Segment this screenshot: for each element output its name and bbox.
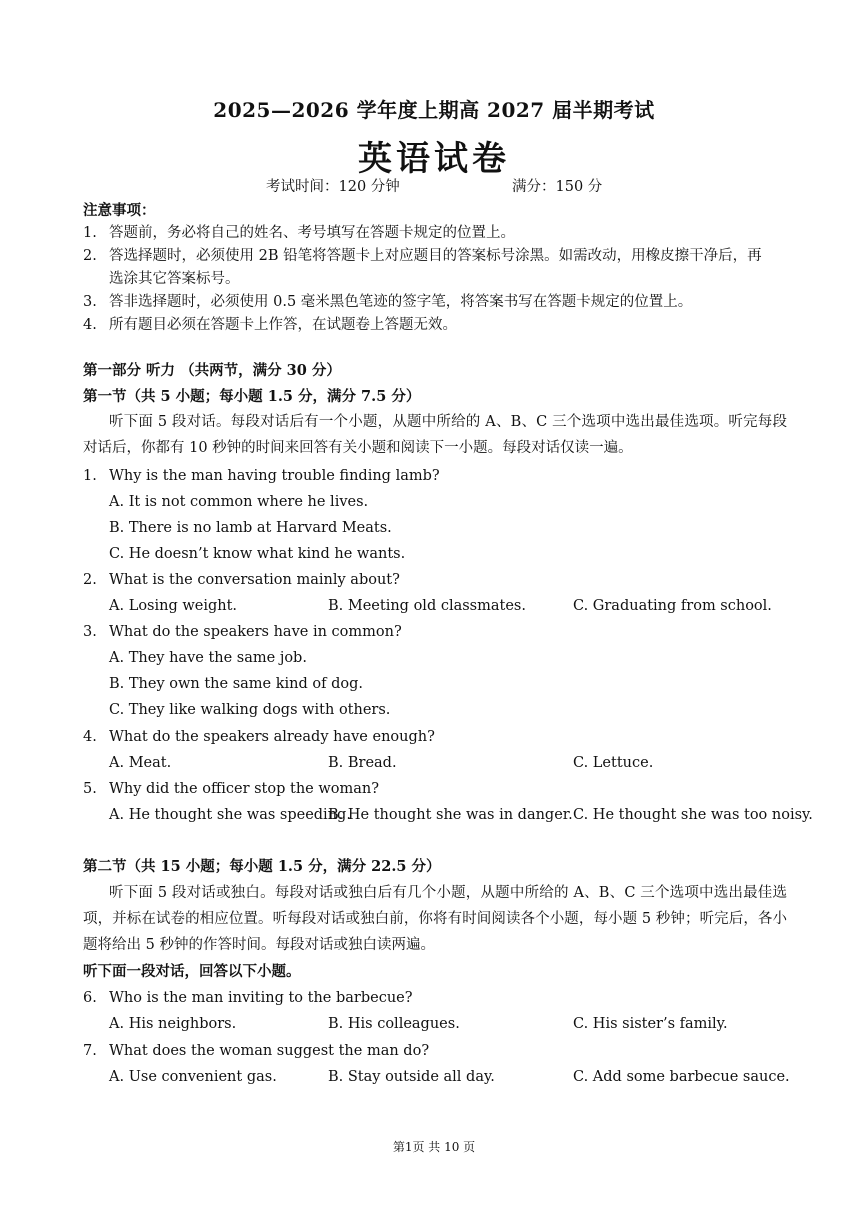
notes-heading: 注意事项： (83, 202, 156, 219)
option-c[interactable]: C. He thought she was too noisy. (573, 807, 813, 823)
question-number: 2. (83, 572, 97, 588)
question-text: What does the woman suggest the man do? (109, 1043, 430, 1059)
note-text: 答非选择题时，必须使用 0.5 毫米黑色笔迹的签字笔，将答案书写在答题卡规定的位置上。 (109, 294, 693, 310)
section-heading: 第二节（共 15 小题；每小题 1.5 分，满分 22.5 分） (83, 858, 441, 875)
note-text-continuation: 选涂其它答案标号。 (109, 271, 240, 287)
question-number: 7. (83, 1043, 97, 1059)
option-a[interactable]: A. Meat. (109, 755, 172, 771)
question-text: Why did the officer stop the woman? (109, 781, 380, 797)
option-b[interactable]: B. He thought she was in danger. (328, 807, 573, 823)
option-c[interactable]: C. Add some barbecue sauce. (573, 1069, 790, 1085)
option-a[interactable]: A. His neighbors. (109, 1016, 237, 1032)
question-number: 5. (83, 781, 97, 797)
note-text: 答选择题时，必须使用 2B 铅笔将答题卡上对应题目的答案标号涂黑。如需改动，用橡皮擦干净后，再 (109, 248, 762, 264)
option-a[interactable]: A. He thought she was speeding. (109, 807, 351, 823)
section-instructions: 听下面 5 段对话或独白。每段对话或独白后有几个小题，从题中所给的 A、B、C 三个选项中选出最佳选项，并标在试卷的相应位置。听每段对话或独白前，你将有时间阅读各个小题，每小题 5 秒钟；听完后，各小题将给出 5 秒钟的作答时间。每段对话或独白读两遍。 (83, 885, 787, 953)
exam-score: 满分：150 分 (512, 179, 603, 195)
question-number: 1. (83, 468, 97, 484)
note-text: 所有题目必须在答题卡上作答，在试题卷上答题无效。 (109, 317, 457, 333)
option-c[interactable]: C. Graduating from school. (573, 598, 772, 614)
question-text: Who is the man inviting to the barbecue? (109, 990, 413, 1006)
question-text: Why is the man having trouble finding lamb? (109, 468, 440, 484)
exam-header: 2025—2026 学年度上期高 2027 届半期考试 (213, 98, 655, 122)
question-text: What do the speakers already have enough? (109, 729, 435, 745)
option-a[interactable]: A. Use convenient gas. (109, 1069, 277, 1085)
section-instructions: 听下面 5 段对话。每段对话后有一个小题，从题中所给的 A、B、C 三个选项中选出最佳选项。听完每段对话后，你都有 10 秒钟的时间来回答有关小题和阅读下一小题。每段对话仅读一遍。 (83, 414, 787, 456)
question-number: 3. (83, 624, 97, 640)
option-c[interactable]: C. He doesn’t know what kind he wants. (109, 546, 406, 562)
note-text: 答题前，务必将自己的姓名、考号填写在答题卡规定的位置上。 (109, 225, 515, 241)
option-c[interactable]: C. Lettuce. (573, 755, 654, 771)
note-number: 2. (83, 248, 97, 264)
option-b[interactable]: B. His colleagues. (328, 1016, 460, 1032)
option-b[interactable]: B. Stay outside all day. (328, 1069, 495, 1085)
option-b[interactable]: B. Bread. (328, 755, 397, 771)
option-c[interactable]: C. His sister’s family. (573, 1016, 728, 1032)
option-a[interactable]: A. Losing weight. (109, 598, 238, 614)
option-b[interactable]: B. There is no lamb at Harvard Meats. (109, 520, 392, 536)
question-number: 6. (83, 990, 97, 1006)
question-text: What do the speakers have in common? (109, 624, 402, 640)
note-number: 3. (83, 294, 97, 310)
exam-time: 考试时间：120 分钟 (266, 179, 400, 195)
part-heading: 第一部分 听力 （共两节，满分 30 分） (83, 362, 341, 379)
option-c[interactable]: C. They like walking dogs with others. (109, 702, 391, 718)
page-title: 英语试卷 (358, 139, 510, 179)
option-a[interactable]: A. They have the same job. (109, 650, 307, 666)
question-number: 4. (83, 729, 97, 745)
note-number: 1. (83, 225, 97, 241)
option-b[interactable]: B. They own the same kind of dog. (109, 676, 363, 692)
sub-heading: 听下面一段对话，回答以下小题。 (83, 963, 301, 980)
note-number: 4. (83, 317, 97, 333)
section-heading: 第一节（共 5 小题；每小题 1.5 分，满分 7.5 分） (83, 388, 421, 405)
option-a[interactable]: A. It is not common where he lives. (109, 494, 369, 510)
page-number: 第1页 共 10 页 (392, 1140, 476, 1154)
question-text: What is the conversation mainly about? (109, 572, 400, 588)
option-b[interactable]: B. Meeting old classmates. (328, 598, 526, 614)
